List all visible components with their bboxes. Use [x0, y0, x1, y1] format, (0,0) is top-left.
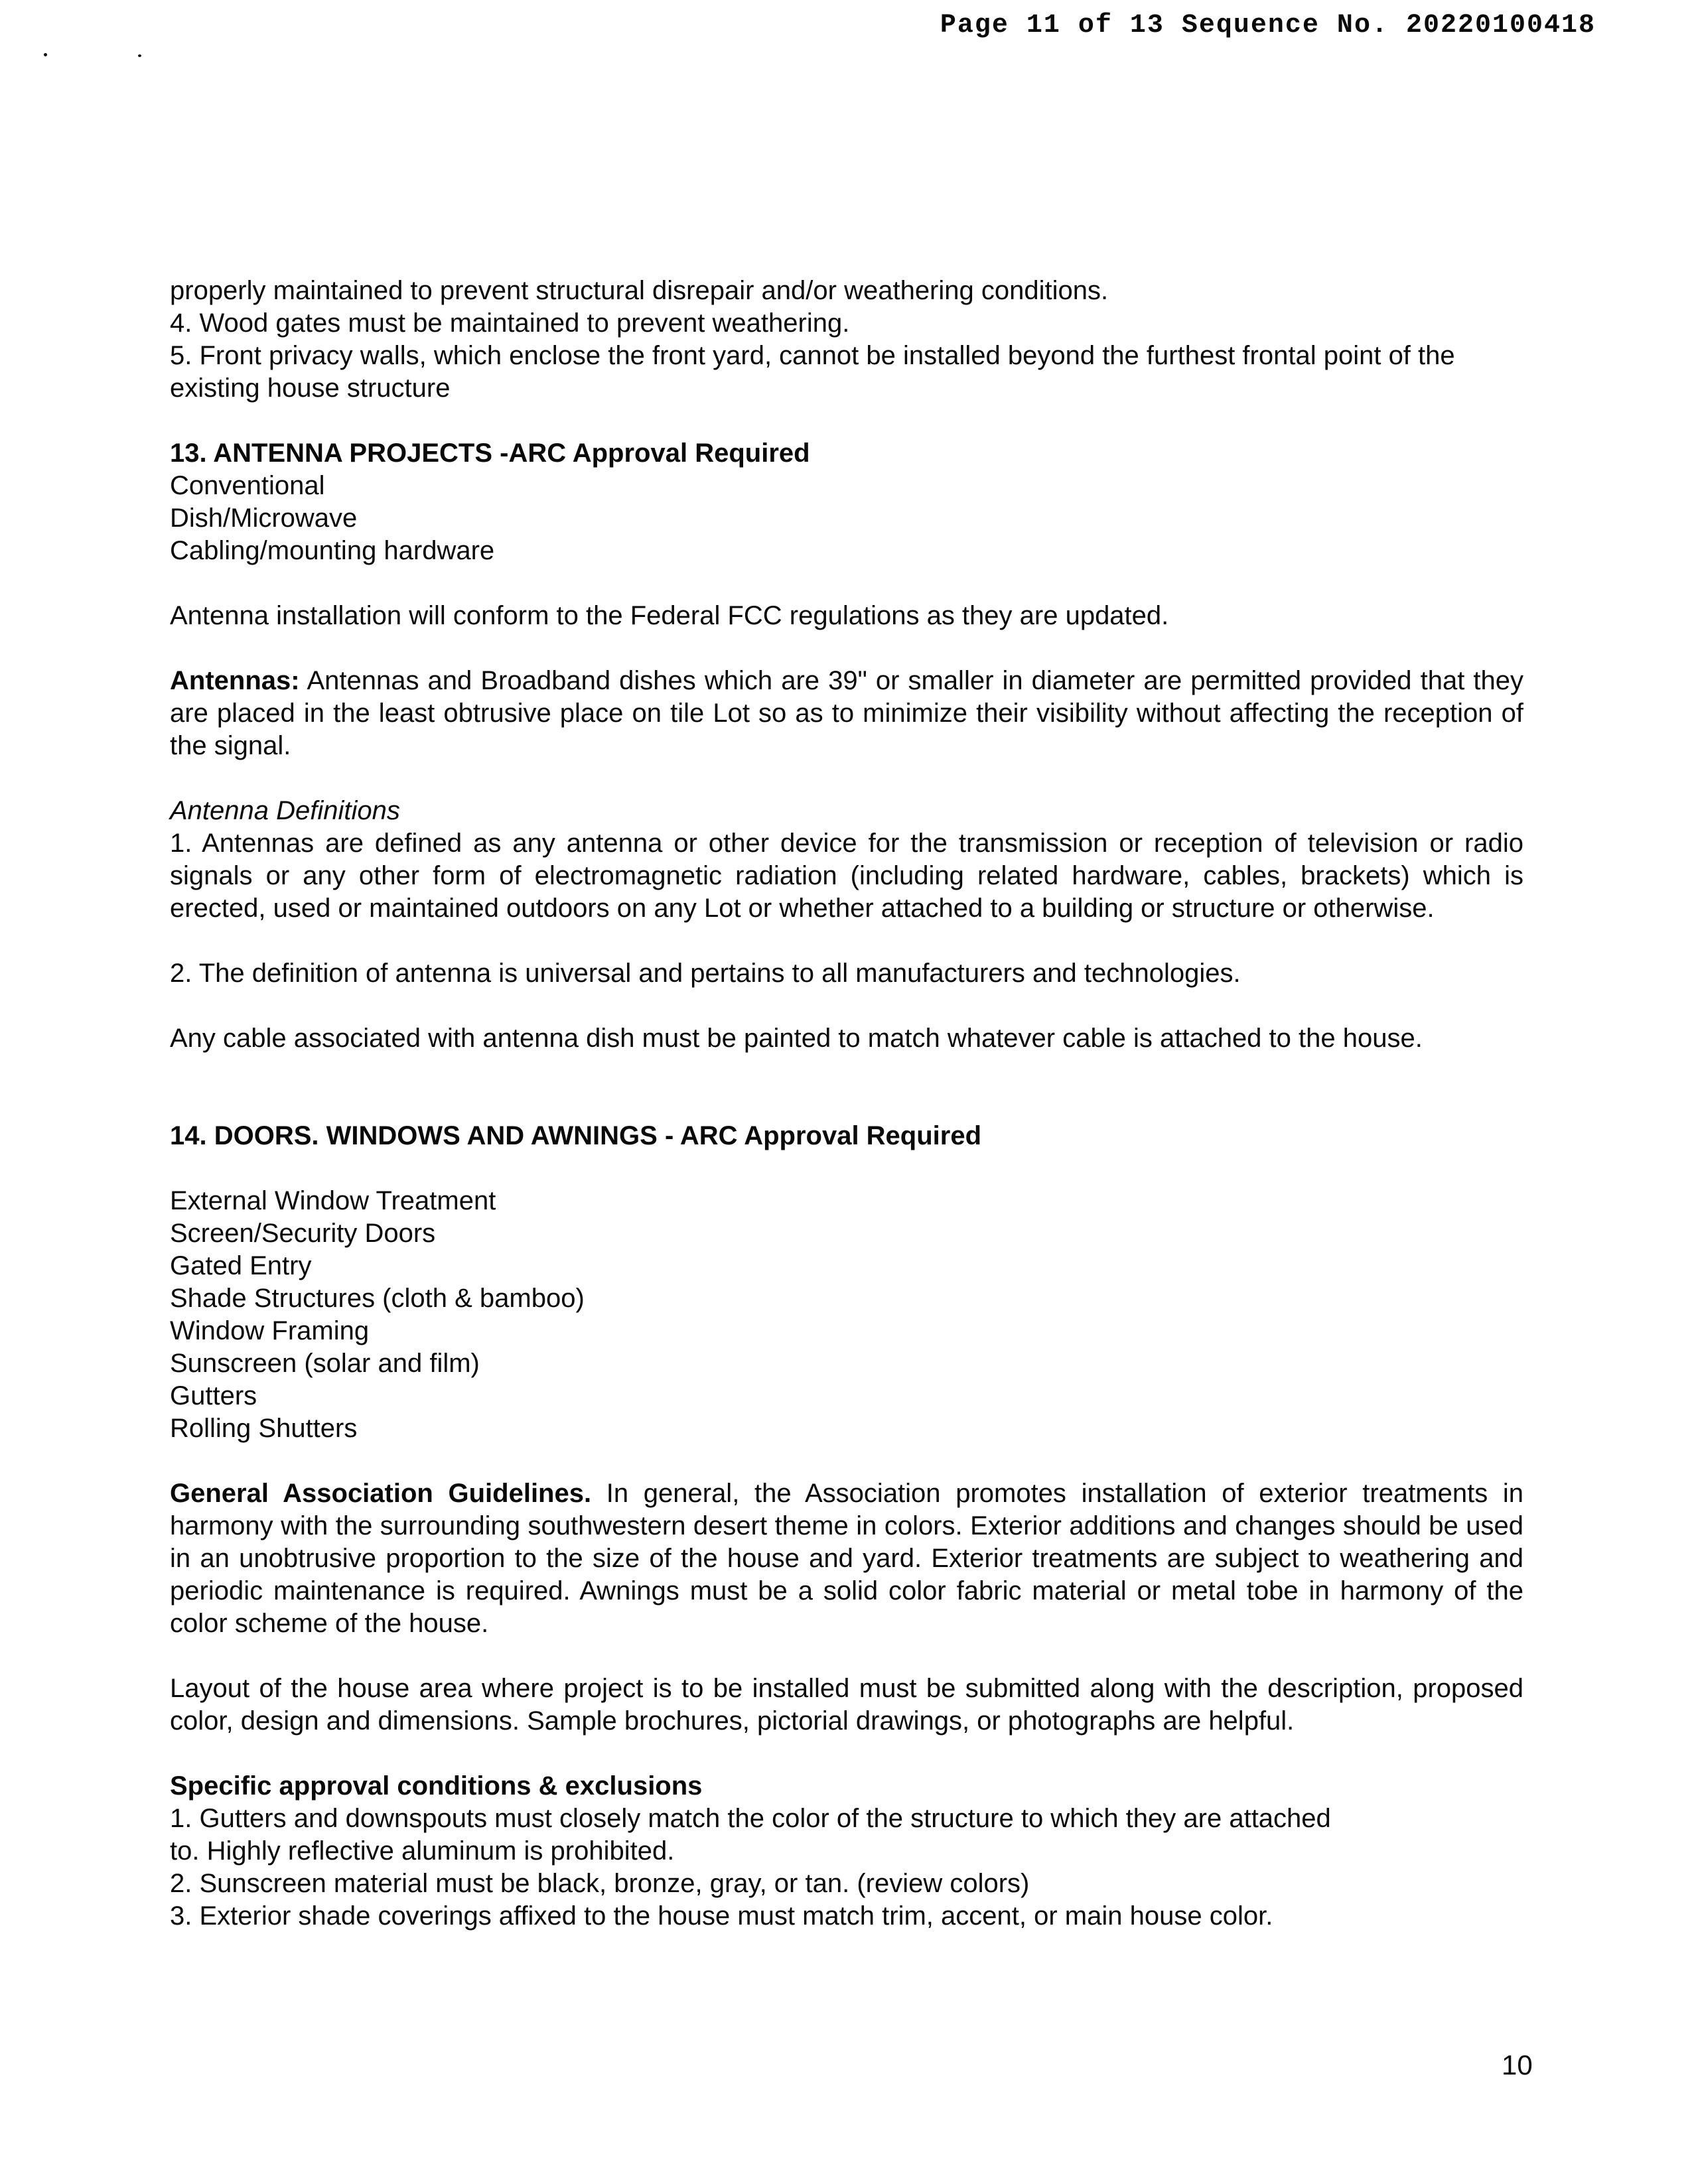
list-item: Dish/Microwave: [170, 504, 358, 533]
list-item: Sunscreen (solar and film): [170, 1349, 480, 1378]
list-item: Rolling Shutters: [170, 1414, 358, 1443]
layout-paragraph: Layout of the house area where project is to be installed must be submitted along with the description, proposed color, design and dimensions. Sample brochures, pictorial drawings, or photographs are helpful.: [170, 1674, 1523, 1736]
guidelines-label: General Association Guidelines.: [170, 1479, 592, 1508]
definition-2: 2. The definition of antenna is universal and pertains to all manufacturers and technologies.: [170, 959, 1241, 988]
cable-paragraph: Any cable associated with antenna dish must be painted to match whatever cable is attached to the house.: [170, 1024, 1423, 1053]
list-item: Gutters: [170, 1381, 257, 1410]
list-item: Conventional: [170, 471, 325, 500]
guidelines-text: In general, the Association promotes installation of exterior treatments in harmony with the surrounding southwestern desert theme in colors. Exterior additions and changes should be used in an unobtrusive proportion to the size of the house and yard. Exterior treatments are subject to weathering and periodic maintenance is required. Awnings must be a solid color fabric material or metal tobe in harmony of the color scheme of the house.: [170, 1479, 1524, 1638]
scan-speck: [44, 53, 47, 56]
condition-item: 1. Gutters and downspouts must closely match the color of the structure to which they are attached: [170, 1804, 1331, 1833]
section-heading-13: 13. ANTENNA PROJECTS -ARC Approval Required: [170, 439, 810, 468]
list-item: Window Framing: [170, 1316, 370, 1345]
list-item: Shade Structures (cloth & bamboo): [170, 1284, 585, 1313]
definition-1: 1. Antennas are defined as any antenna or other device for the transmission or reception of television or radio signals or any other form of electromagnetic radiation (including related hardware, cables, brackets) which is erected, used or maintained outdoors on any Lot or whether attached to a building or structure or otherwise.: [170, 829, 1523, 923]
specific-heading: Specific approval conditions & exclusions: [170, 1771, 703, 1801]
list-item: Screen/Security Doors: [170, 1219, 436, 1248]
document-body: [170, 275, 1523, 1933]
antennas-label: Antennas:: [170, 666, 300, 695]
condition-item: 2. Sunscreen material must be black, bronze, gray, or tan. (review colors): [170, 1869, 1030, 1898]
antennas-text: Antennas and Broadband dishes which are 39" or smaller in diameter are permitted provided that they are placed in the least obtrusive place on tile Lot so as to minimize their visibility without affecting the reception of the signal.: [170, 666, 1523, 760]
section-heading-14: 14. DOORS. WINDOWS AND AWNINGS - ARC Approval Required: [170, 1121, 982, 1150]
page-number: 10: [1502, 2049, 1533, 2081]
list-item: Cabling/mounting hardware: [170, 536, 495, 565]
list-item: 5. Front privacy walls, which enclose the front yard, cannot be installed beyond the furthest frontal point of the existing house structure: [170, 341, 1455, 403]
guidelines-paragraph: [170, 1477, 1523, 1640]
list-item: External Window Treatment: [170, 1186, 496, 1215]
fcc-paragraph: Antenna installation will conform to the Federal FCC regulations as they are updated.: [170, 601, 1169, 630]
condition-item: 3. Exterior shade coverings affixed to the house must match trim, accent, or main house color.: [170, 1901, 1273, 1931]
list-item: 4. Wood gates must be maintained to prevent weathering.: [170, 308, 850, 338]
list-item: Gated Entry: [170, 1251, 312, 1280]
condition-item: to. Highly reflective aluminum is prohibited.: [170, 1836, 675, 1866]
carryover-line: properly maintained to prevent structural disrepair and/or weathering conditions.: [170, 276, 1109, 305]
scan-speck: [138, 54, 141, 57]
definitions-heading: Antenna Definitions: [170, 796, 400, 825]
page-header: Page 11 of 13 Sequence No. 20220100418: [940, 11, 1596, 40]
antennas-paragraph: [170, 665, 1523, 762]
